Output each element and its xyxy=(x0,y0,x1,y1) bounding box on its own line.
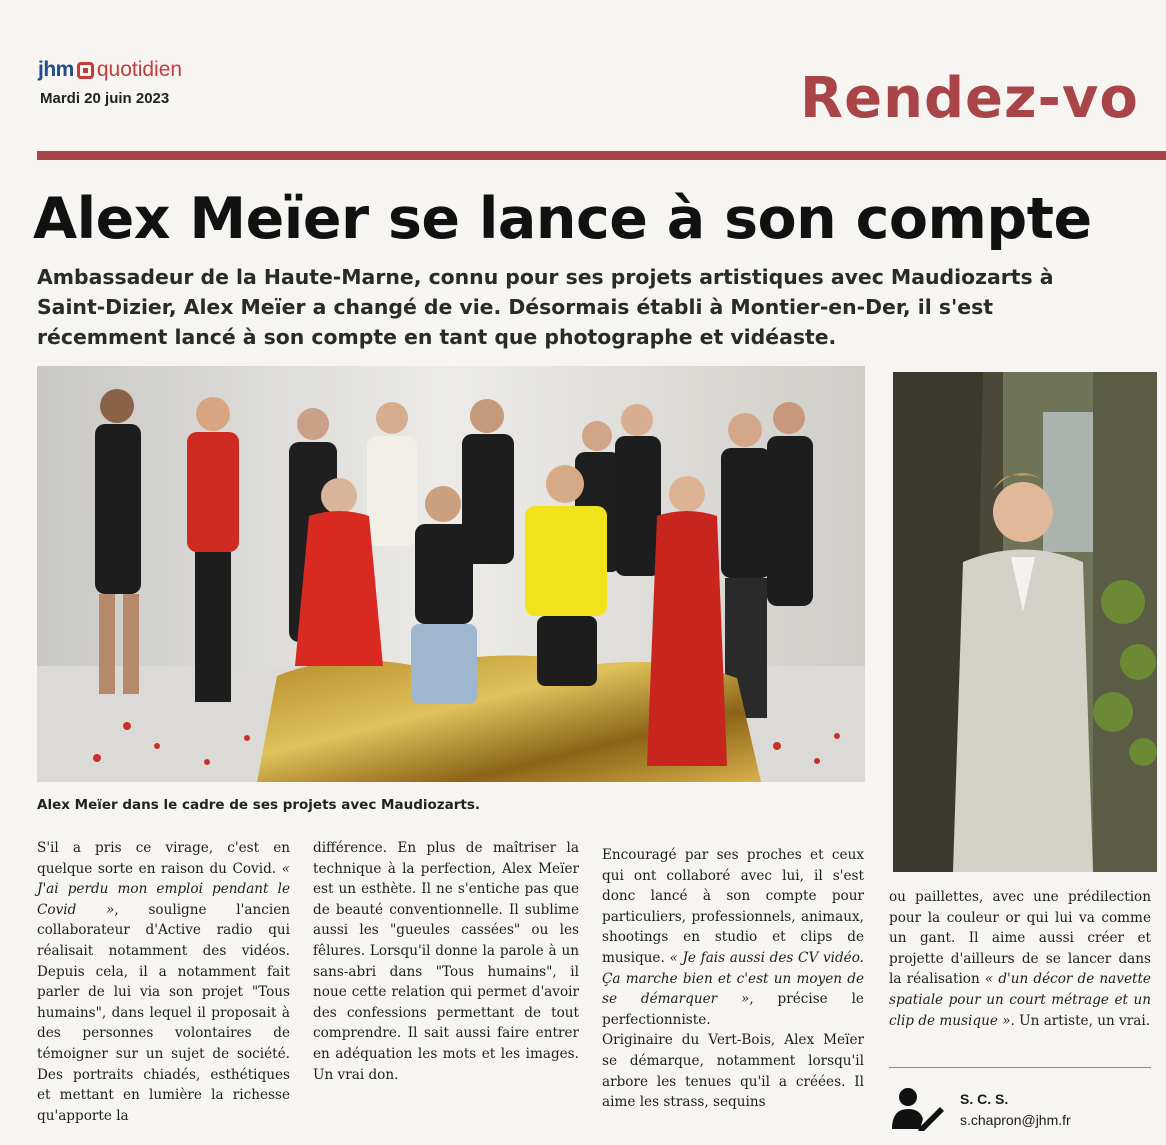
logo-mark-icon xyxy=(77,62,94,79)
col1-quote: « J'ai perdu mon emploi pendant le Covid » xyxy=(37,860,290,918)
article-column-1 xyxy=(37,838,290,1126)
photo-caption: Alex Meïer dans le cadre de ses projets avec Maudiozarts. xyxy=(37,797,481,813)
col4-quote: « d'un décor de navette spatiale pour un court métrage et un clip de musique » xyxy=(889,971,1151,1029)
logo-quotidien: quotidien xyxy=(96,58,183,81)
col3-quote: « Je fais aussi des CV vidéo. Ça marche bien et c'est un moyen de se démarquer » xyxy=(602,949,864,1008)
article-column-3 xyxy=(602,845,864,1113)
article-headline: Alex Meïer se lance à son compte xyxy=(33,186,1092,252)
column-4-text xyxy=(889,887,1151,1031)
author-initials: S. C. S. xyxy=(960,1091,1009,1107)
group-photo xyxy=(37,366,865,782)
author-separator xyxy=(889,1067,1151,1068)
author-writing-icon xyxy=(890,1087,946,1131)
col4-text-b: . Un artiste, un vrai. xyxy=(1010,1012,1151,1029)
article-column-4 xyxy=(889,887,1151,1031)
author-email: s.chapron@jhm.fr xyxy=(960,1112,1071,1128)
column-1-text xyxy=(37,838,290,1126)
column-3-paragraph-2: Originaire du Vert-Bois, Alex Meïer se démarque, notamment lorsqu'il arbore les tenues qu'il a créées. Il aime les strass, sequins xyxy=(602,1032,864,1111)
portrait-photo xyxy=(893,372,1157,872)
section-title: Rendez-vo xyxy=(800,66,1139,131)
col3-text-b: , précise le perfectionniste. xyxy=(602,991,864,1028)
logo-jhm: jhm xyxy=(38,58,74,81)
col4-text-a: ou paillettes, avec une prédilection pour la couleur or qui lui va comme un gant. Il aime aussi créer et projette d'ailleurs de se lancer dans la réalisation xyxy=(889,889,1151,988)
column-2-text: différence. En plus de maîtriser la technique à la perfection, Alex Meïer est un esthète. Il ne s'entiche pas que de beauté conventionnelle. Il sublime aussi les "gueules cassées" ou les fêlures. Lorsqu'il donne la parole à un sans-abri dans "Tous humains", il noue cette relation qui permet d'avoir des confessions permettant de tout comprendre. Il sait aussi faire entrer en adéquation les mots et les images. Un vrai don. xyxy=(313,840,579,1083)
col1-text-b: , souligne l'ancien collaborateur d'Active radio qui réalisait notamment des vidéos. Depuis cela, il a notamment fait parler de lui via son projet "Tous humains", dans lequel il proposait à des personnes volontaires de témoigner sur un sujet de société. Des portraits chiadés, esthétiques et mettant en lumière la richesse qu'apporte la xyxy=(37,901,290,1124)
issue-date: Mardi 20 juin 2023 xyxy=(40,90,170,107)
article-column-2 xyxy=(313,838,579,1085)
col1-text-a: S'il a pris ce virage, c'est en quelque sorte en raison du Covid. xyxy=(37,840,290,877)
col3-text-a: Encouragé par ses proches et ceux qui ont collaboré avec lui, il s'est donc lancé à son compte pour particuliers, professionnels, animaux, shootings en studio et clips de musique. xyxy=(602,847,864,966)
column-3-text xyxy=(602,845,864,1030)
article-lead: Ambassadeur de la Haute-Marne, connu pour ses projets artistiques avec Maudiozarts à Saint-Dizier, Alex Meïer a changé de vie. Désormais établi à Montier-en-Der, il s'est récemment lancé à son compte en tant que photographe et vidéaste. xyxy=(37,265,1054,349)
publication-logo xyxy=(38,58,182,82)
section-rule xyxy=(37,151,1166,160)
